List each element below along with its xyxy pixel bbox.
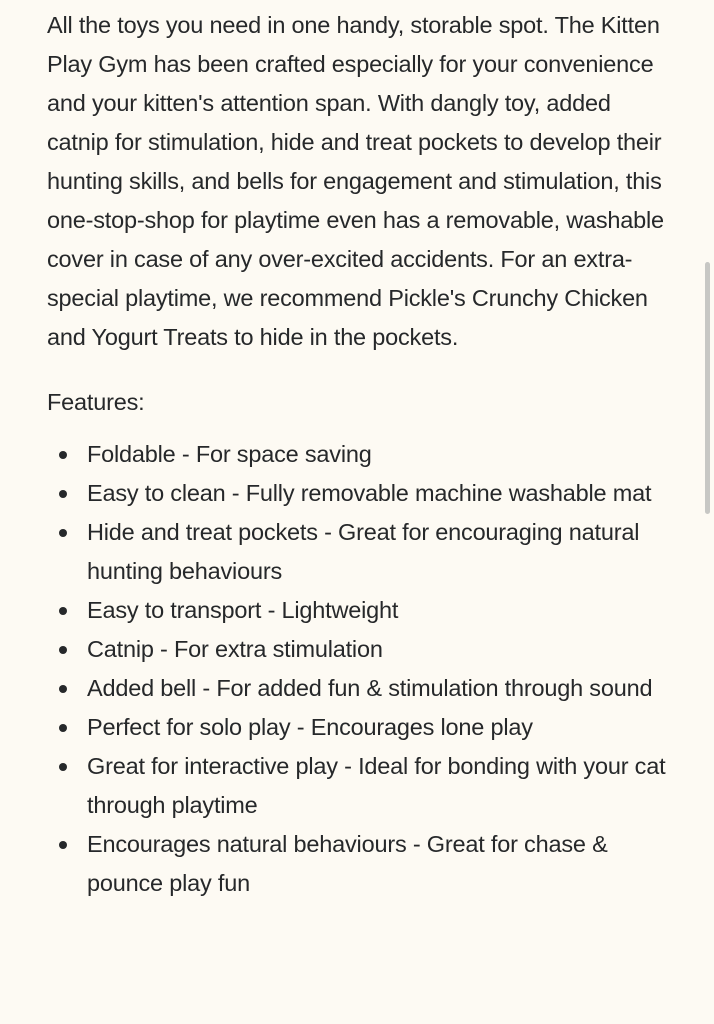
list-item [47,747,669,825]
list-item [47,474,669,513]
list-item [47,630,669,669]
product-description: All the toys you need in one handy, storable spot. The Kitten Play Gym has been crafted especially for your convenience and your kitten's attention span. With dangly toy, added catnip for stimulation, hide and treat pockets to develop their hunting skills, and bells for engagement and stimulation, this one-stop-shop for playtime even has a removable, washable cover in case of any over-excited accidents. For an extra-special playtime, we recommend Pickle's Crunchy Chicken and Yogurt Treats to hide in the pockets. [47,12,664,350]
feature-text: Catnip - For extra stimulation [87,636,383,662]
bullet-icon [59,607,67,615]
feature-text: Added bell - For added fun & stimulation through sound [87,675,653,701]
bullet-icon [59,724,67,732]
bullet-icon [59,685,67,693]
feature-text: Easy to clean - Fully removable machine washable mat [87,480,652,506]
feature-text: Easy to transport - Lightweight [87,597,399,623]
product-description-section [47,6,669,903]
scrollbar-thumb[interactable] [705,262,710,514]
list-item [47,669,669,708]
feature-text: Great for interactive play - Ideal for bonding with your cat through playtime [87,753,666,818]
bullet-icon [59,529,67,537]
list-item [47,435,669,474]
bullet-icon [59,646,67,654]
features-heading: Features: [47,389,145,415]
feature-text: Foldable - For space saving [87,441,372,467]
feature-text: Perfect for solo play - Encourages lone play [87,714,533,740]
feature-text: Hide and treat pockets - Great for encouraging natural hunting behaviours [87,519,640,584]
list-item [47,591,669,630]
features-list [47,435,669,903]
list-item [47,513,669,591]
list-item [47,708,669,747]
list-item [47,825,669,903]
feature-text: Encourages natural behaviours - Great for chase & pounce play fun [87,831,608,896]
bullet-icon [59,841,67,849]
bullet-icon [59,490,67,498]
bullet-icon [59,763,67,771]
bullet-icon [59,451,67,459]
